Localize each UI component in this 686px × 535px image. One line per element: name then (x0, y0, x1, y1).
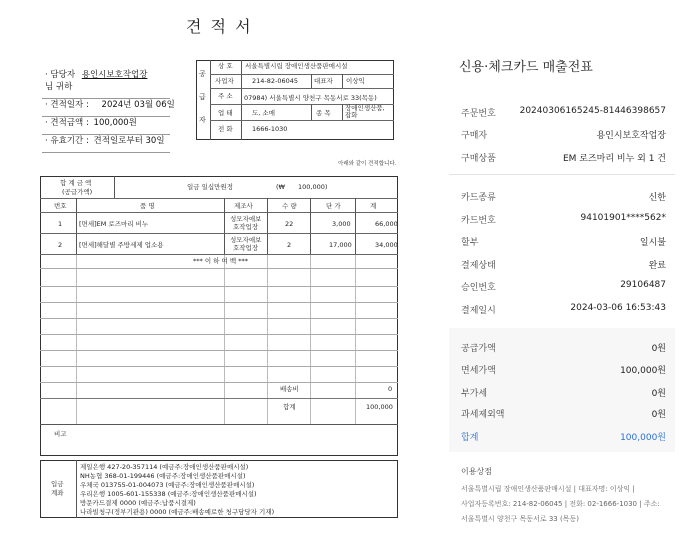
supplier-value: 서울특별시립 장애인생산품판매시설 (245, 62, 348, 70)
field-label: · 견적금액 : (45, 118, 89, 128)
item-no: 2 (58, 241, 63, 249)
receipt-row (461, 407, 666, 421)
bank-line: 방문카드결제 0000 (예금주:납품시결제) (80, 499, 196, 507)
receipt-row (461, 386, 666, 400)
total-amount: 100,000) (298, 183, 328, 191)
row-value: 94101901****562* (580, 213, 666, 223)
item-maker: 성모자애보 (230, 236, 262, 244)
col-header: 계 (370, 202, 377, 210)
bank-line: 나라빌청구(정부기관용) 0000 (예금주:배송예로한 청구담당자 기재) (80, 508, 275, 516)
receipt-row (461, 341, 666, 355)
row-label: 결제일시 (461, 306, 496, 316)
total-label: 합 계 금 액 (60, 179, 92, 187)
supplier-value: 도, 소매 (252, 109, 275, 117)
remarks-label: 비고 (54, 430, 67, 438)
receipt-row (461, 106, 666, 120)
receipt-total-row (461, 430, 666, 444)
row-label: 부가세 (461, 389, 488, 399)
field-label: 님 귀하 (45, 82, 73, 92)
item-maker: 호작업장 (233, 223, 259, 231)
bank-line: NH농협 368-01-199446 (예금주:장애인생산품판매시설) (80, 472, 246, 480)
row-label: 할부 (461, 238, 479, 248)
row-label: 구매자 (461, 131, 488, 141)
item-no: 1 (58, 220, 63, 228)
supplier-side-char: 공 (199, 70, 206, 78)
row-value: 용인시보호작업장 (596, 131, 666, 141)
sum-label: 합계 (283, 403, 296, 411)
receipt-row (461, 363, 666, 377)
row-value: EM 로즈마리 비누 외 1 건 (562, 154, 666, 164)
row-value: 2024-03-06 16:53:43 (570, 303, 666, 313)
item-maker: 성모자애보 (230, 215, 262, 223)
supplier-label: 업 태 (218, 109, 233, 117)
supplier-value: 07984) 서울특별시 양천구 목동서로 33(목동) (244, 94, 377, 102)
supplier-value: 214-82-06045 (252, 77, 299, 85)
shipping-label: 배송비 (280, 385, 299, 393)
supplier-label: 종 목 (316, 109, 331, 117)
supplier-label: 상 호 (218, 62, 233, 70)
supplier-label: 사업자 (215, 77, 234, 85)
field-value: 100,000원 (93, 118, 137, 128)
row-label: 과세제외액 (461, 410, 505, 420)
field-label: · 견적일자 : (45, 100, 89, 110)
receipt-row (461, 258, 666, 272)
seller-line: 서울특별시립 장애인생산품판매시설 | 대표자명: 이상익 | (461, 485, 635, 493)
total-value: 100,000원 (620, 433, 666, 443)
row-label: 승인번호 (461, 283, 496, 293)
row-label: 구매상품 (461, 154, 496, 164)
bank-label: 계좌 (51, 489, 64, 497)
bank-label: 입금 (51, 480, 64, 488)
total-text: 일금 일십만원정 (187, 183, 234, 191)
field-value: 견적일로부터 30일 (93, 136, 165, 146)
item-name: [면세]해달별 주방세제 업소용 (79, 241, 164, 249)
total-sublabel: (공급가액) (62, 188, 93, 196)
field-value: 용인시보호작업장 (81, 70, 148, 80)
row-value: 100,000원 (620, 366, 666, 376)
field-label: · 담당자 (45, 70, 76, 80)
field-value: 2024년 03월 06일 (101, 100, 175, 110)
row-label: 공급가액 (461, 344, 496, 354)
bank-line: 우체국 013755-01-004073 (예금주:장애인생산품판매시설) (80, 481, 255, 489)
item-qty: 22 (285, 220, 294, 228)
supplier-label: 전 화 (218, 125, 233, 133)
receipt-row (461, 213, 666, 227)
receipt-row (461, 303, 666, 317)
receipt-row (461, 128, 666, 142)
quote-info (40, 63, 190, 163)
item-total: 66,000 (375, 220, 398, 228)
item-total: 34,000 (375, 241, 398, 249)
seller-line: 서울특별시 양천구 목동서로 33 (목동) (461, 515, 579, 523)
item-price: 17,000 (329, 241, 352, 249)
col-header: 제조사 (234, 202, 253, 210)
supplier-side-char: 급 (199, 93, 206, 101)
supplier-side-char: 자 (199, 116, 206, 124)
shipping-value: 0 (388, 385, 393, 393)
seller-info (461, 484, 679, 529)
col-header: 품 명 (140, 202, 155, 210)
row-value: 일시불 (639, 238, 666, 248)
bank-list (80, 462, 380, 516)
item-price: 3,000 (332, 220, 351, 228)
bank-line: 제일은행 427-20-357114 (예금주:장애인생산품판매시설) (80, 463, 249, 471)
supplier-value: 장애인생산품, 잡화 (345, 104, 385, 120)
row-value: 29106487 (620, 280, 666, 290)
table-row (40, 213, 398, 233)
supplier-label: 주 소 (218, 92, 233, 100)
row-label: 면세가액 (461, 366, 496, 376)
row-value: 0원 (651, 344, 666, 354)
row-value: 신한 (648, 193, 666, 203)
bank-line: 우리은행 1005-601-155338 (예금주:장애인생산품판매시설) (80, 490, 257, 498)
col-header: 수 량 (282, 202, 297, 210)
supplier-label: 대표자 (314, 77, 333, 85)
receipt-title: 신용·체크카드 매출전표 (459, 60, 593, 75)
sum-value: 100,000 (366, 403, 393, 411)
row-label: 카드번호 (461, 216, 496, 226)
item-maker: 호작업장 (233, 244, 259, 252)
receipt-row (461, 151, 666, 165)
quote-note: 아래와 같이 견적합니다. (338, 161, 397, 167)
quote-title: 견 적 서 (186, 17, 253, 36)
receipt-row (461, 190, 666, 204)
seller-title: 이용상점 (461, 467, 492, 476)
seller-line: 사업자등록번호: 214-82-06045 | 전화: 02-1666-1030 | 주소: (461, 500, 660, 508)
total-label: 합계 (461, 433, 479, 443)
supplier-value: 1666-1030 (252, 125, 288, 133)
row-value: 완료 (648, 261, 666, 271)
receipt-row (461, 280, 666, 294)
total-currency: (₩ (276, 183, 285, 191)
row-value: 20240306165245-81446398657 (519, 106, 666, 116)
item-qty: 2 (287, 241, 292, 249)
row-label: 결제상태 (461, 261, 496, 271)
row-value: 0원 (651, 389, 666, 399)
supplier-value: 이상익 (346, 77, 365, 85)
row-label: 카드종류 (461, 193, 496, 203)
receipt-row (461, 235, 666, 249)
row-value: 0원 (651, 410, 666, 420)
row-label: 주문번호 (461, 109, 496, 119)
table-row (40, 234, 398, 254)
col-header: 단 가 (326, 202, 341, 210)
item-name: [면세]EM 로즈마리 비누 (79, 220, 149, 228)
field-label: · 유효기간 : (45, 136, 89, 146)
end-marker: *** 이 하 여 백 *** (193, 257, 248, 265)
col-header: 번호 (54, 202, 67, 210)
